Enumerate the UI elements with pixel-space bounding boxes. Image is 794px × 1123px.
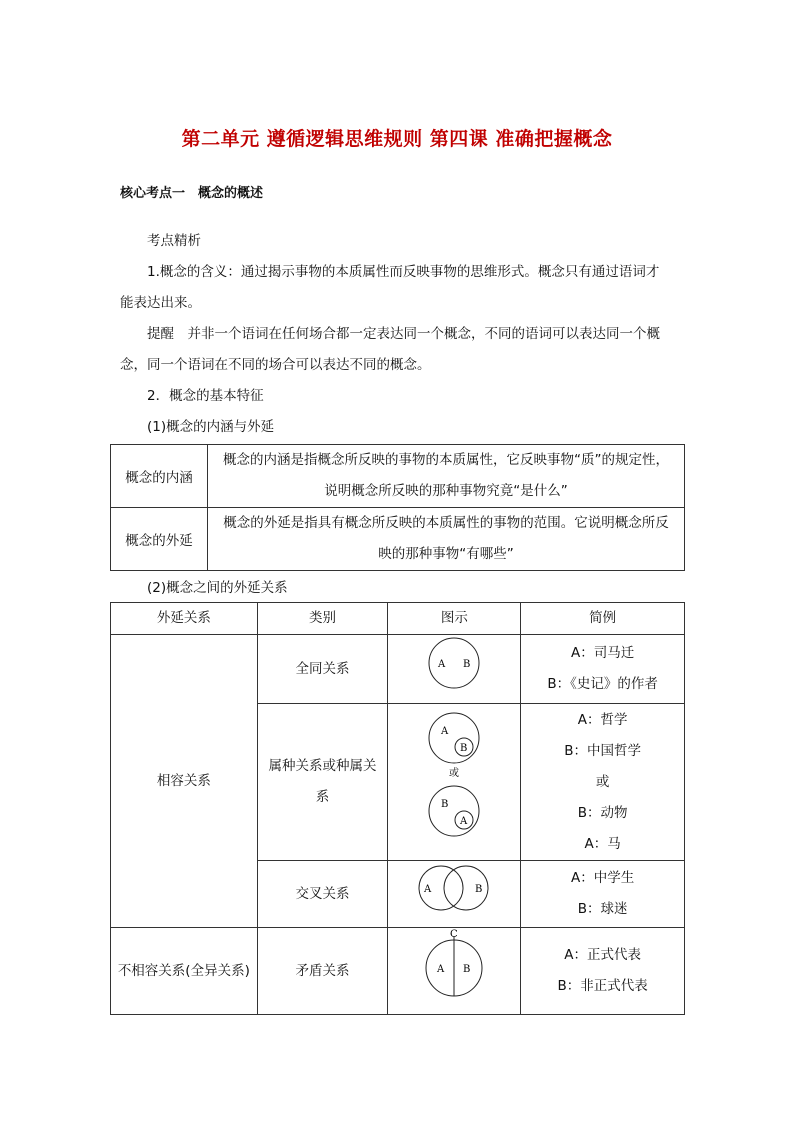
diagram-label: 或: [449, 768, 460, 779]
example-line: A：正式代表: [564, 947, 642, 963]
table-head-cell: 概念的外延: [111, 508, 208, 571]
connotation-extension-table: [110, 444, 685, 571]
contradiction-diagram: [414, 928, 494, 1002]
diagram-cell: [388, 704, 521, 861]
table-row: [111, 445, 685, 508]
example-line: B：《史记》的作者: [547, 676, 658, 692]
category-cell: 矛盾关系: [257, 928, 388, 1015]
example-cell: [521, 704, 685, 861]
paragraph-definition: [120, 257, 680, 319]
diagram-cell: [388, 861, 521, 928]
intersection-diagram: [409, 861, 499, 915]
section-heading: 核心考点一 概念的概述: [120, 186, 264, 201]
table-row: [111, 508, 685, 571]
column-header: 图示: [388, 603, 521, 635]
category-line: 属种关系或种属关: [268, 758, 377, 774]
diagram-label: A: [437, 964, 445, 975]
example-cell: [521, 928, 685, 1015]
identity-diagram: [414, 635, 494, 691]
paragraph-extension-relations: (2)概念之间的外延关系: [147, 580, 288, 596]
paragraph-connotation: (1)概念的内涵与外延: [147, 419, 275, 435]
diagram-label: C: [450, 929, 458, 940]
example-line: B：中国哲学: [564, 742, 642, 759]
example-cell: [521, 635, 685, 704]
group-incompatible-cell: 不相容关系(全异关系): [111, 928, 258, 1015]
column-header: 简例: [521, 603, 685, 635]
example-line: A：哲学: [577, 711, 628, 728]
genus-species-diagram: [414, 710, 494, 842]
group-compatible-cell: 相容关系: [111, 635, 258, 928]
diagram-label: A: [424, 884, 432, 895]
example-line: B：球迷: [577, 901, 628, 917]
diagram-label: B: [475, 884, 483, 895]
table-header-row: [111, 603, 685, 635]
example-line: B：非正式代表: [557, 978, 648, 994]
cell-line: 说明概念所反映的那种事物究竟“是什么”: [324, 483, 568, 499]
table-row: [111, 928, 685, 1015]
example-line: A：司马迁: [571, 645, 635, 661]
cell-line: 概念的外延是指具有概念所反映的本质属性的事物的范围。它说明概念所反: [223, 515, 669, 531]
cell-line: 映的那种事物“有哪些”: [378, 546, 514, 562]
page-title: 第二单元 遵循逻辑思维规则 第四课 准确把握概念: [181, 128, 613, 150]
subheading: 考点精析: [147, 233, 201, 249]
diagram-label: A: [441, 726, 449, 737]
diagram-label: B: [463, 964, 471, 975]
cell-line: 概念的内涵是指概念所反映的事物的本质属性，它反映事物“质”的规定性，: [223, 452, 669, 468]
example-line: A：马: [584, 835, 621, 852]
example-line: A：中学生: [571, 870, 635, 886]
table-head-cell: 概念的内涵: [111, 445, 208, 508]
diagram-label: B: [463, 659, 471, 670]
paragraph-reminder: [120, 319, 680, 381]
diagram-cell: [388, 635, 521, 704]
category-cell: 全同关系: [257, 635, 388, 704]
category-line: 系: [315, 789, 330, 805]
diagram-label: B: [441, 799, 449, 810]
table-cell: [208, 508, 685, 571]
paragraph-line: 1.概念的含义：通过揭示事物的本质属性而反映事物的思维形式。概念只有通过语词才: [147, 264, 660, 280]
column-header: 外延关系: [111, 603, 258, 635]
paragraph-line: 能表达出来。: [120, 295, 201, 311]
extension-relations-table: [110, 602, 685, 1015]
diagram-label: A: [460, 816, 468, 827]
paragraph-line: 提醒 并非一个语词在任何场合都一定表达同一个概念，不同的语词可以表达同一个概: [147, 326, 660, 342]
example-line: B：动物: [577, 804, 628, 821]
paragraph-features: 2．概念的基本特征: [147, 388, 264, 404]
category-cell: 交叉关系: [257, 861, 388, 928]
table-row: [111, 635, 685, 704]
example-line: 或: [595, 773, 610, 790]
table-cell: [208, 445, 685, 508]
diagram-label: A: [438, 659, 446, 670]
category-cell: [257, 704, 388, 861]
column-header: 类别: [257, 603, 388, 635]
example-cell: [521, 861, 685, 928]
diagram-label: B: [460, 743, 468, 754]
paragraph-line: 念，同一个语词在不同的场合可以表达不同的概念。: [120, 357, 431, 373]
diagram-cell: [388, 928, 521, 1015]
